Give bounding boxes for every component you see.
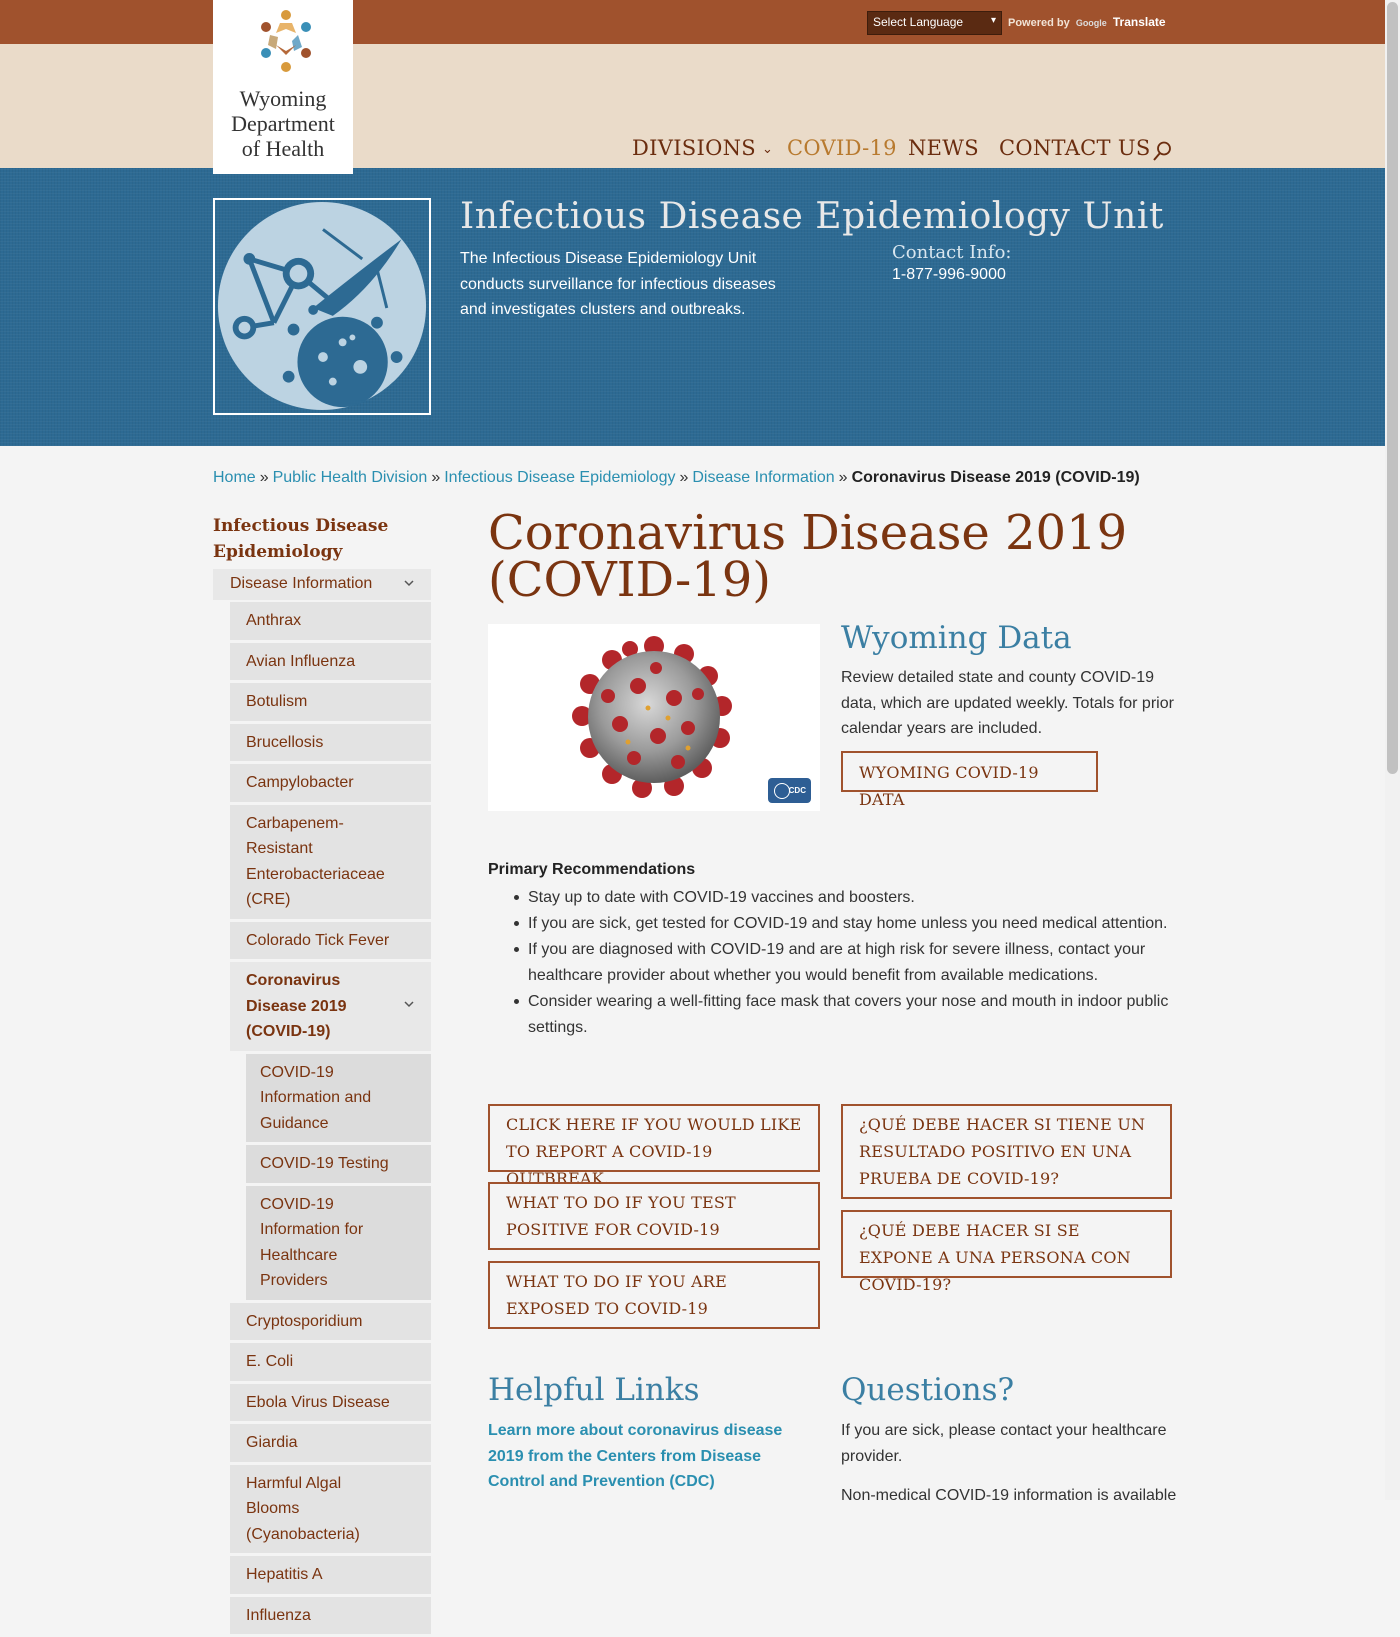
logo-line-2: Department xyxy=(213,111,353,136)
contact-label: Contact Info: xyxy=(892,242,1011,263)
sidebar-item[interactable]: Avian Influenza xyxy=(230,643,431,684)
chevron-down-icon: ⌄ xyxy=(762,142,773,157)
breadcrumb-separator: » xyxy=(679,469,688,486)
logo-text xyxy=(213,86,353,161)
breadcrumb-separator: » xyxy=(431,469,440,486)
exposed-button[interactable]: WHAT TO DO IF YOU ARE EXPOSED TO COVID-19 xyxy=(488,1261,820,1329)
sidebar-item-current[interactable] xyxy=(230,962,431,1054)
nav-divisions-label: DIVISIONS xyxy=(632,136,756,160)
unit-description: The Infectious Disease Epidemiology Unit conducts surveillance for infectious diseases and investigates clusters and outbreaks. xyxy=(460,246,805,323)
breadcrumb-public-health[interactable]: Public Health Division xyxy=(273,469,428,486)
wyoming-covid-data-button[interactable]: WYOMING COVID-19 DATA xyxy=(841,751,1098,792)
sidebar-item-label: Disease Information xyxy=(230,575,372,592)
sidebar xyxy=(213,512,431,1637)
breadcrumb-separator: » xyxy=(260,469,269,486)
sidebar-item[interactable]: Anthrax xyxy=(230,602,431,643)
breadcrumb-infectious-disease[interactable]: Infectious Disease Epidemiology xyxy=(444,469,675,486)
sidebar-item[interactable]: Botulism xyxy=(230,683,431,724)
sidebar-item[interactable]: Brucellosis xyxy=(230,724,431,765)
language-select-value: Select Language xyxy=(873,15,963,29)
sidebar-item[interactable]: Hepatitis A xyxy=(230,1556,431,1597)
coronavirus-image xyxy=(488,624,820,811)
wyoming-data-title: Wyoming Data xyxy=(841,620,1072,656)
sidebar-item-disease-information[interactable] xyxy=(213,569,431,602)
questions-title: Questions? xyxy=(841,1372,1014,1408)
sidebar-item[interactable]: Ebola Virus Disease xyxy=(230,1384,431,1425)
contact-phone[interactable]: 1-877-996-9000 xyxy=(892,266,1006,284)
sidebar-item[interactable]: Campylobacter xyxy=(230,764,431,805)
scrollbar[interactable] xyxy=(1385,0,1400,1500)
nav-divisions[interactable] xyxy=(632,136,773,160)
sidebar-item-label: Coronavirus Disease 2019 (COVID-19) xyxy=(246,972,347,1040)
scrollbar-thumb[interactable] xyxy=(1387,2,1398,774)
report-outbreak-button[interactable]: CLICK HERE IF YOU WOULD LIKE TO REPORT A COVID-19 OUTBREAK. xyxy=(488,1104,820,1172)
sidebar-subitem[interactable]: COVID-19 Testing xyxy=(246,1145,431,1186)
list-item: If you are sick, get tested for COVID-19 and stay home unless you need medical attention. xyxy=(528,911,1178,937)
es-positive-button[interactable]: ¿QUÉ DEBE HACER SI TIENE UN RESULTADO POSITIVO EN UNA PRUEBA DE COVID-19? xyxy=(841,1104,1172,1199)
sidebar-item[interactable]: Harmful Algal Blooms (Cyanobacteria) xyxy=(230,1465,431,1557)
nav-contact-us[interactable]: CONTACT US xyxy=(999,136,1151,160)
recommendations-title: Primary Recommendations xyxy=(488,861,695,879)
cdc-badge: CDC xyxy=(768,778,811,803)
header xyxy=(0,44,1385,168)
search-icon[interactable] xyxy=(1152,140,1174,162)
page-title: Coronavirus Disease 2019 (COVID-19) xyxy=(488,510,1178,604)
microbe-icon xyxy=(213,198,431,415)
sidebar-subitem[interactable]: COVID-19 Information and Guidance xyxy=(246,1054,431,1146)
questions-text: If you are sick, please contact your healthcare provider. xyxy=(841,1418,1176,1469)
chevron-down-icon: ▾ xyxy=(991,15,996,26)
recommendations-list xyxy=(528,885,1178,1041)
list-item: If you are diagnosed with COVID-19 and are at high risk for severe illness, contact your healthcare provider about whether you would benefit from available medications. xyxy=(528,937,1178,989)
top-bar xyxy=(0,0,1385,44)
list-item: Stay up to date with COVID-19 vaccines and boosters. xyxy=(528,885,1178,911)
helpful-links-title: Helpful Links xyxy=(488,1372,700,1408)
translate-link[interactable]: Translate xyxy=(1113,15,1166,29)
sidebar-item[interactable]: Colorado Tick Fever xyxy=(230,922,431,963)
chevron-down-icon[interactable] xyxy=(403,577,415,589)
es-exposed-button[interactable]: ¿QUÉ DEBE HACER SI SE EXPONE A UNA PERSONA CON COVID-19? xyxy=(841,1210,1172,1278)
logo-line-3: of Health xyxy=(213,136,353,161)
list-item: Consider wearing a well-fitting face mask that covers your nose and mouth in indoor public settings. xyxy=(528,989,1178,1041)
sidebar-item[interactable]: Influenza xyxy=(230,1597,431,1637)
sidebar-item[interactable]: Giardia xyxy=(230,1424,431,1465)
sidebar-item[interactable]: Carbapenem-Resistant Enterobacteriaceae (CRE) xyxy=(230,805,431,922)
language-select[interactable] xyxy=(867,11,1002,35)
people-circle-icon xyxy=(256,5,316,81)
questions-text-2: Non-medical COVID-19 information is available xyxy=(841,1483,1181,1509)
sidebar-sublist xyxy=(246,1054,431,1303)
powered-by-label: Powered by xyxy=(1008,17,1070,29)
google-logo: Google xyxy=(1076,18,1107,28)
chevron-down-icon[interactable] xyxy=(403,998,415,1010)
sidebar-item[interactable]: E. Coli xyxy=(230,1343,431,1384)
powered-by-google xyxy=(1008,15,1166,29)
cdc-link[interactable]: Learn more about coronavirus disease 2019 from the Centers from Disease Control and Prevention (CDC) xyxy=(488,1418,820,1495)
wyoming-data-description: Review detailed state and county COVID-19 data, which are updated weekly. Totals for prior calendar years are included. xyxy=(841,665,1176,742)
breadcrumb-separator: » xyxy=(839,469,848,486)
breadcrumb xyxy=(213,469,1140,487)
nav-news[interactable]: NEWS xyxy=(908,136,979,160)
sidebar-item[interactable]: Cryptosporidium xyxy=(230,1303,431,1344)
test-positive-button[interactable]: WHAT TO DO IF YOU TEST POSITIVE FOR COVID-19 xyxy=(488,1182,820,1250)
sidebar-subitem[interactable]: COVID-19 Information for Healthcare Providers xyxy=(246,1186,431,1303)
unit-title: Infectious Disease Epidemiology Unit xyxy=(460,196,1164,237)
sidebar-list xyxy=(230,602,431,1637)
unit-banner xyxy=(0,168,1385,446)
breadcrumb-home[interactable]: Home xyxy=(213,469,256,486)
breadcrumb-current: Coronavirus Disease 2019 (COVID-19) xyxy=(852,469,1140,486)
logo-line-1: Wyoming xyxy=(213,86,353,111)
sidebar-title[interactable]: Infectious Disease Epidemiology xyxy=(213,512,431,565)
wdh-logo[interactable] xyxy=(213,0,353,174)
nav-covid-19[interactable]: COVID-19 xyxy=(787,136,897,160)
breadcrumb-disease-information[interactable]: Disease Information xyxy=(692,469,834,486)
